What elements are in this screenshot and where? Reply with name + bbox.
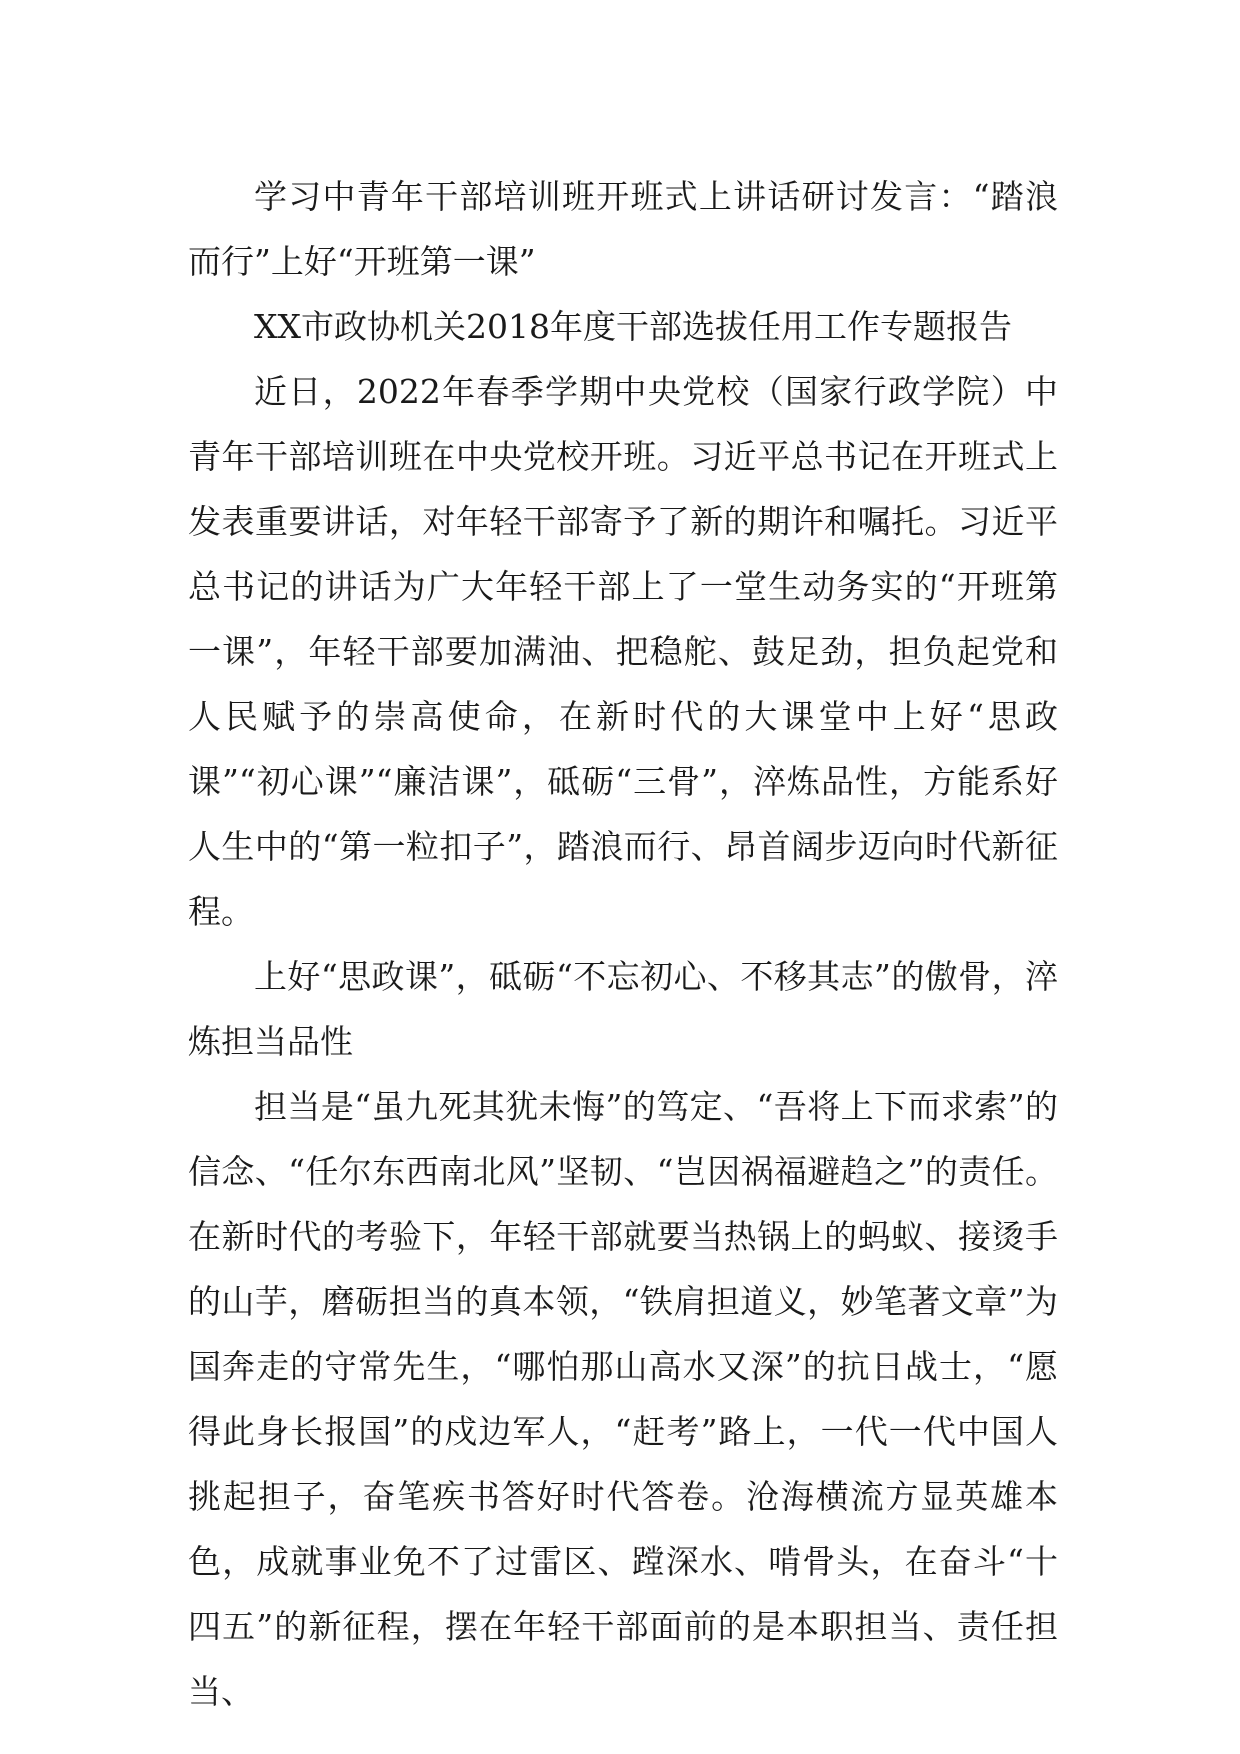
document-title: 学习中青年干部培训班开班式上讲话研讨发言：“踏浪而行”上好“开班第一课”: [188, 177, 1058, 281]
paragraph: 担当是“虽九死其犹未悔”的笃定、“吾将上下而求索”的信念、“任尔东西南北风”坚韧、“岂因祸福避趋之”的责任。在新时代的考验下，年轻干部就要当热锅上的蚂蚁、接烫手的山芋，磨砺担当的真本领，“铁肩担道义，妙笔著文章”为国奔走的守常先生，“哪怕那山高水又深”的抗日战士，“愿得此身长报国”的戍边军人，“赶考”路上，一代一代中国人挑起担子，奋笔疾书答好时代答卷。沧海横流方显英雄本色，成就事业免不了过雷区、蹚深水、啃骨头，在奋斗“十四五”的新征程，摆在年轻干部面前的是本职担当、责任担当、: [188, 1087, 1058, 1711]
section-heading: 上好“思政课”，砥砺“不忘初心、不移其志”的傲骨，淬炼担当品性: [188, 957, 1058, 1061]
paragraph: 近日，2022年春季学期中央党校（国家行政学院）中青年干部培训班在中央党校开班。习近平总书记在开班式上发表重要讲话，对年轻干部寄予了新的期许和嘱托。习近平总书记的讲话为广大年轻干部上了一堂生动务实的“开班第一课”，年轻干部要加满油、把稳舵、鼓足劲，担负起党和人民赋予的崇高使命，在新时代的大课堂中上好“思政课”“初心课”“廉洁课”，砥砺“三骨”，淬炼品性，方能系好人生中的“第一粒扣子”，踏浪而行、昂首阔步迈向时代新征程。: [188, 372, 1058, 931]
document-body: [188, 164, 1058, 1724]
document-subtitle: XX市政协机关2018年度干部选拔任用工作专题报告: [254, 307, 1012, 346]
